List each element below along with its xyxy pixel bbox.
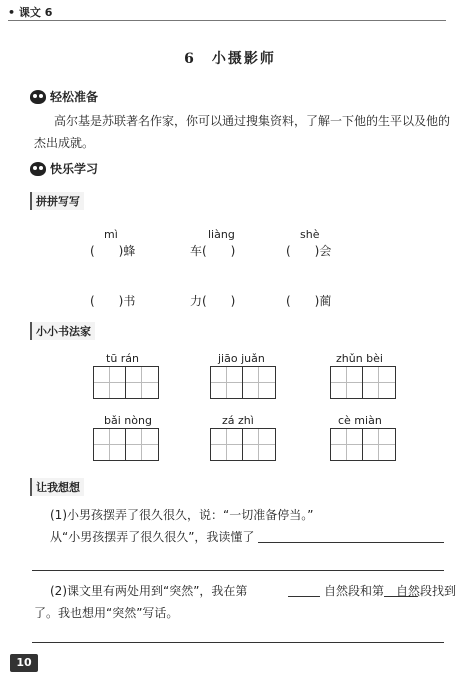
pinyin-cemian: cè miàn — [338, 414, 382, 427]
pinyin-mi: mì — [104, 228, 118, 241]
question-2-part-a: (2)课文里有两处用到“突然”，我在第 — [50, 584, 248, 598]
section-learn-heading — [30, 160, 98, 177]
owl-icon — [30, 162, 46, 176]
fill-blank-lin[interactable]: ( )蔺 — [286, 294, 332, 308]
writing-grid-bainong[interactable] — [93, 428, 159, 461]
shufa-label: 小小书法家 — [30, 322, 95, 340]
fill-blank-mifeng[interactable]: ( )蜂 — [90, 244, 136, 258]
writing-grid-cemian[interactable] — [330, 428, 396, 461]
fill-blank-cheliang[interactable]: 车( ) — [190, 244, 236, 258]
prep-paragraph-line2: 杰出成就。 — [34, 136, 95, 150]
answer-blank-para-1[interactable] — [288, 596, 320, 597]
think-label: 让我想想 — [30, 478, 84, 496]
answer-line-2[interactable] — [32, 642, 444, 643]
pinyin-bainong: bǎi nòng — [104, 414, 152, 427]
fill-blank-shu[interactable]: ( )书 — [90, 294, 136, 308]
fill-blank-shehui[interactable]: ( )会 — [286, 244, 332, 258]
question-1-prompt: 从“小男孩摆弄了很久很久”，我读懂了 — [50, 530, 255, 544]
fill-blank-liliang[interactable]: 力( ) — [190, 294, 236, 308]
pinyin-liang: liàng — [208, 228, 235, 241]
question-2-part-d: 了。我也想用“突然”写话。 — [34, 606, 179, 620]
prep-paragraph-line1: 高尔基是苏联著名作家，你可以通过搜集资料，了解一下他的生平以及他的 — [54, 114, 451, 128]
pinyin-turan: tū rán — [106, 352, 140, 365]
writing-grid-zazhi[interactable] — [210, 428, 276, 461]
pinyin-she: shè — [300, 228, 320, 241]
question-2-part-b: 自然段和第 — [324, 584, 385, 598]
question-2-part-c: 自然段找到 — [396, 584, 457, 598]
pinpin-label: 拼拼写写 — [30, 192, 84, 210]
header-divider — [8, 20, 446, 21]
writing-grid-zhunbei[interactable] — [330, 366, 396, 399]
section-prep-heading — [30, 88, 98, 105]
section-prep-label: 轻松准备 — [50, 90, 99, 104]
question-1: (1)小男孩摆弄了很久很久，说：“一切准备停当。” — [50, 508, 314, 522]
writing-grid-jiaojuan[interactable] — [210, 366, 276, 399]
pinyin-jiaojuan: jiāo juǎn — [218, 352, 265, 365]
pinyin-zazhi: zá zhì — [222, 414, 254, 427]
page-number: 10 — [10, 654, 38, 672]
writing-grid-turan[interactable] — [93, 366, 159, 399]
answer-line-1b[interactable] — [32, 570, 444, 571]
lesson-tag: • 课文 6 — [8, 6, 53, 19]
page-title: 6 小摄影师 — [184, 51, 276, 67]
pinyin-zhunbei: zhǔn bèi — [336, 352, 383, 365]
section-learn-label: 快乐学习 — [50, 162, 99, 176]
answer-line-1a[interactable] — [258, 542, 444, 543]
owl-icon — [30, 90, 46, 104]
